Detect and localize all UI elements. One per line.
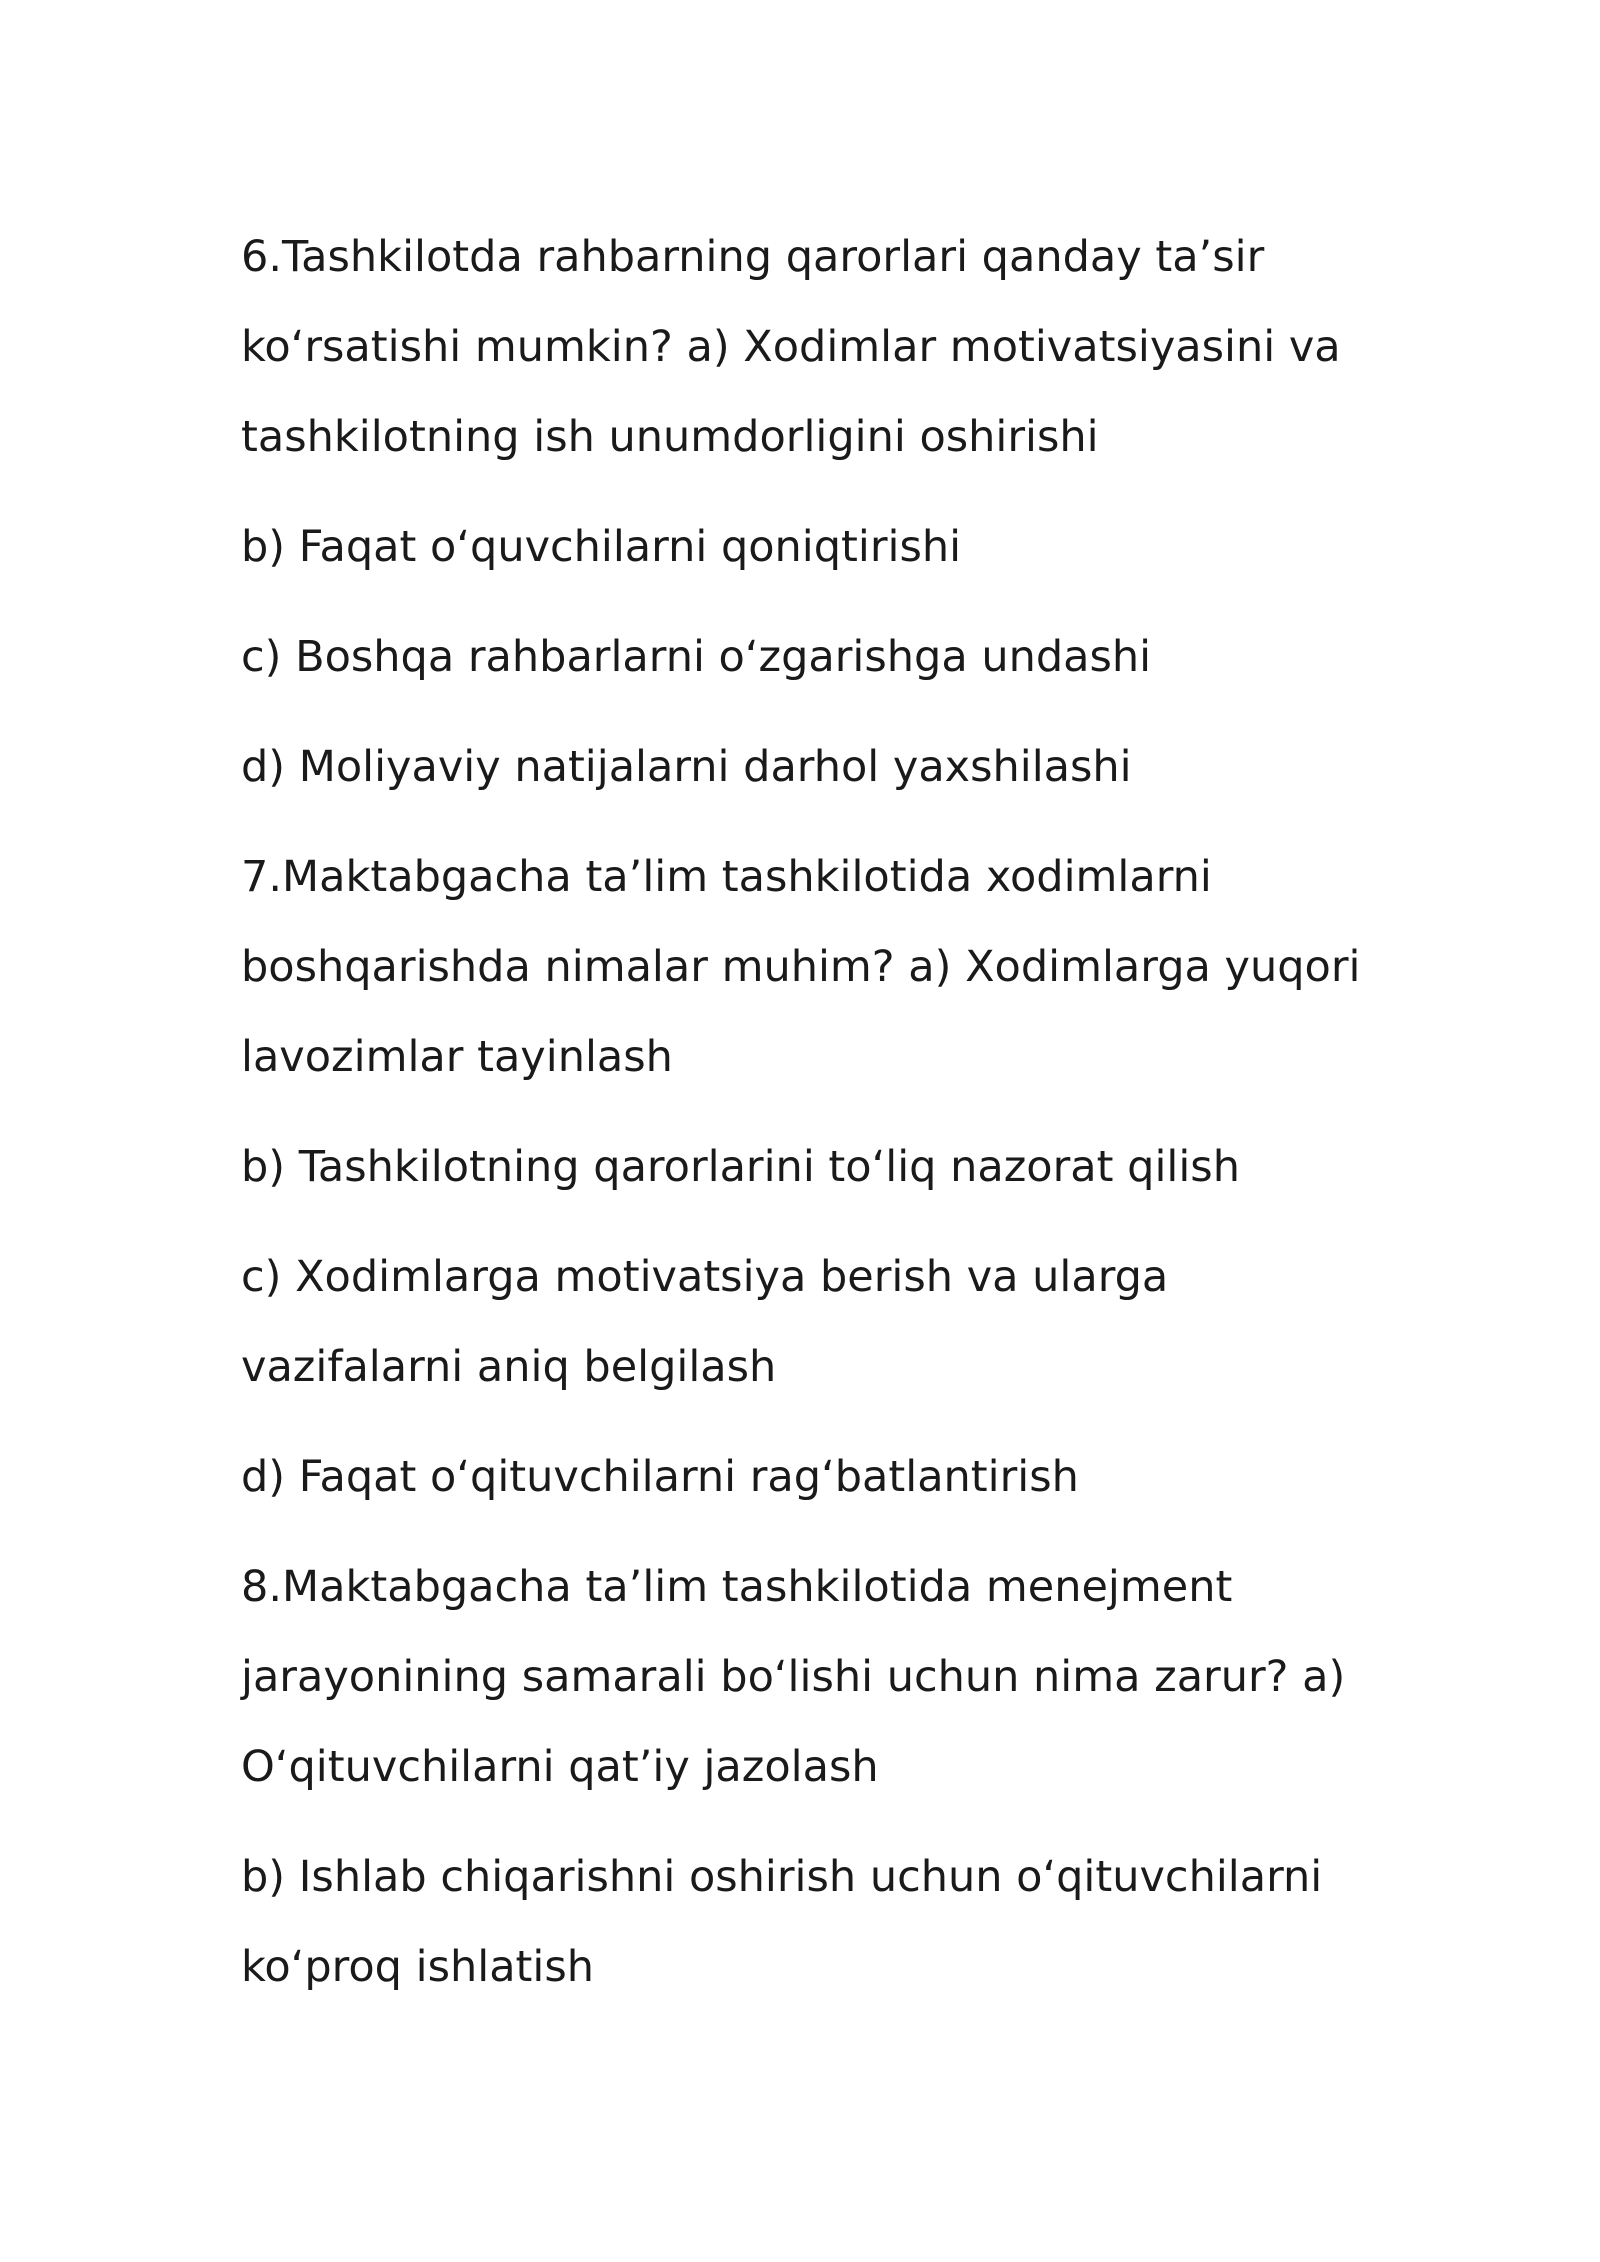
question-7-option-d: d) Faqat o‘qituvchilarni rag‘batlantirish <box>241 1452 1079 1502</box>
question-6-option-d: d) Moliyaviy natijalarni darhol yaxshilashi <box>241 742 1132 792</box>
question-8: 8.Maktabgacha ta’lim tashkilotida menejment jarayonining samarali bo‘lishi uchun nima zarur? a) O‘qituvchilarni qat’iy jazolash <box>241 1562 1346 1792</box>
question-7: 7.Maktabgacha ta’lim tashkilotida xodimlarni boshqarishda nimalar muhim? a) Xodimlarga yuqori lavozimlar tayinlash <box>241 852 1361 1082</box>
question-7-option-b: b) Tashkilotning qarorlarini to‘liq nazorat qilish <box>241 1142 1240 1192</box>
document-body <box>241 212 1361 2032</box>
question-7-option-c: c) Xodimlarga motivatsiya berish va ularga vazifalarni aniq belgilash <box>241 1252 1169 1392</box>
question-6-option-c: c) Boshqa rahbarlarni o‘zgarishga undashi <box>241 632 1152 682</box>
question-6-option-b: b) Faqat o‘quvchilarni qoniqtirishi <box>241 522 962 572</box>
question-8-option-b: b) Ishlab chiqarishni oshirish uchun o‘qituvchilarni ko‘proq ishlatish <box>241 1852 1323 1992</box>
question-6: 6.Tashkilotda rahbarning qarorlari qanday ta’sir ko‘rsatishi mumkin? a) Xodimlar motivatsiyasini va tashkilotning ish unumdorligini oshirishi <box>241 232 1341 462</box>
